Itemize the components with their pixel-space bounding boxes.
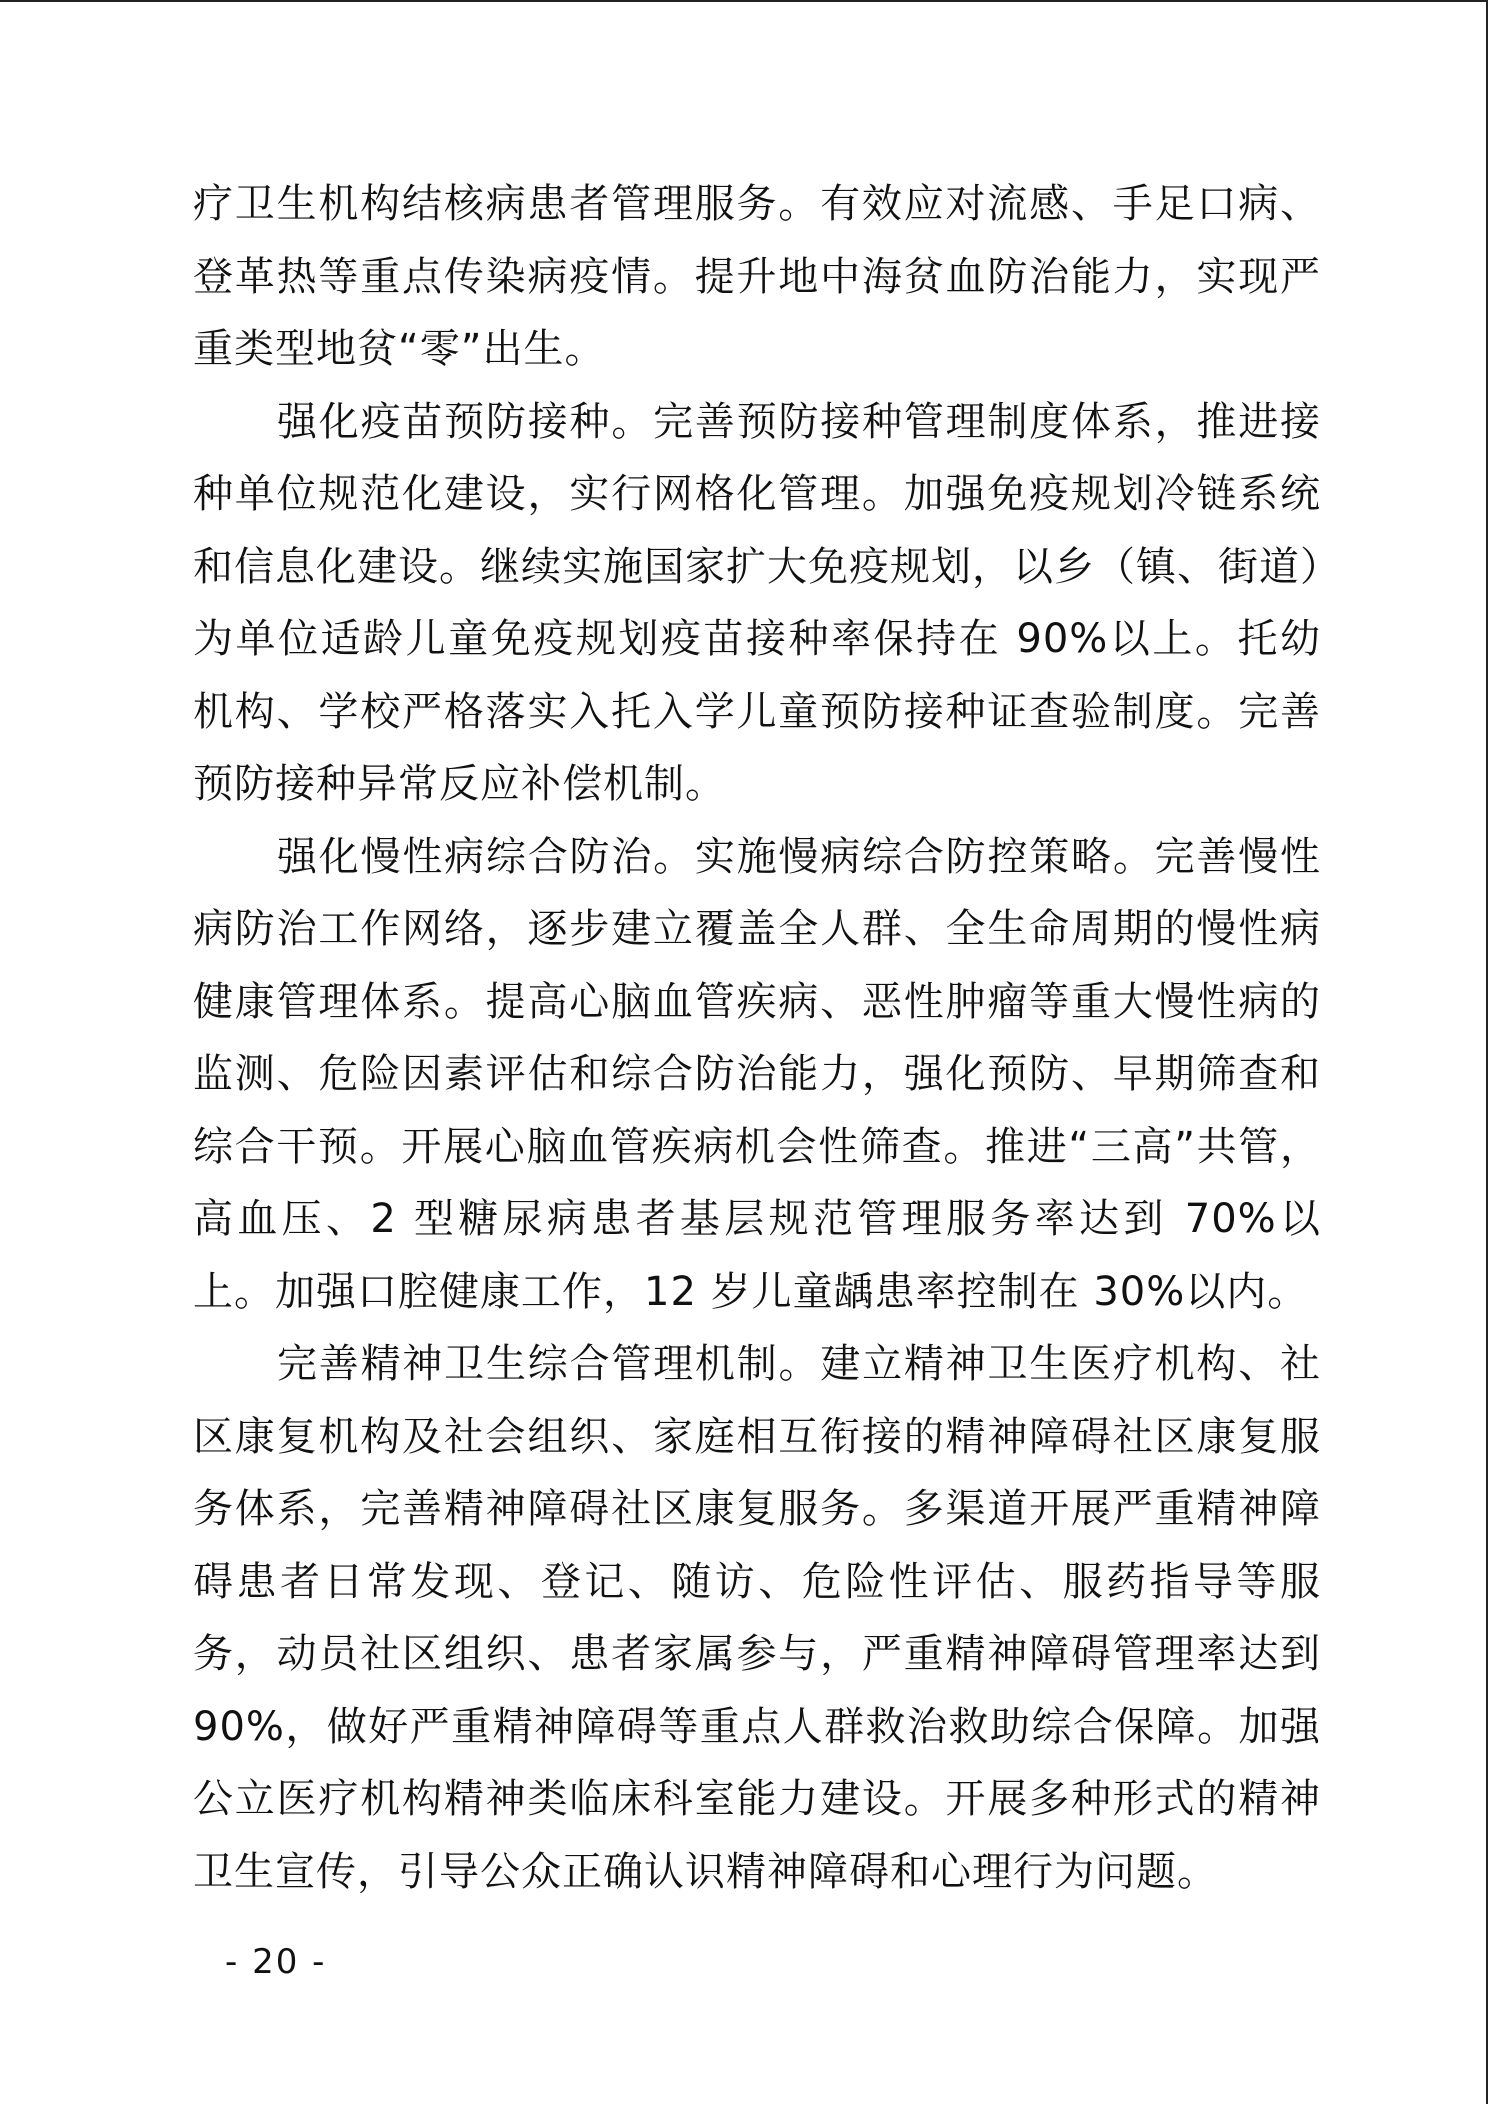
page-border-top: [0, 0, 1488, 2]
page-number: - 20 -: [225, 1942, 327, 1982]
paragraph-mental-health: 完善精神卫生综合管理机制。建立精神卫生医疗机构、社区康复机构及社会组织、家庭相互衔接的精神障碍社区康复服务体系，完善精神障碍社区康复服务。多渠道开展严重精神障碍患者日常发现、登记、随访、危险性评估、服药指导等服务，动员社区组织、患者家属参与，严重精神障碍管理率达到 90%，做好严重精神障碍等重点人群救治救助综合保障。加强公立医疗机构精神类临床科室能力建设。开展多种形式的精神卫生宣传，引导公众正确认识精神障碍和心理行为问题。: [193, 1341, 1321, 1895]
paragraph-vaccination: 强化疫苗预防接种。完善预防接种管理制度体系，推进接种单位规范化建设，实行网格化管理。加强免疫规划冷链系统和信息化建设。继续实施国家扩大免疫规划，以乡（镇、街道）为单位适龄儿童免疫规划疫苗接种率保持在 90%以上。托幼机构、学校严格落实入托入学儿童预防接种证查验制度。完善预防接种异常反应补偿机制。: [193, 398, 1321, 807]
paragraph-tb-management: 疗卫生机构结核病患者管理服务。有效应对流感、手足口病、登革热等重点传染病疫情。提升地中海贫血防治能力，实现严重类型地贫“零”出生。: [193, 181, 1321, 372]
paragraph-chronic-disease: 强化慢性病综合防治。实施慢病综合防控策略。完善慢性病防治工作网络，逐步建立覆盖全人群、全生命周期的慢性病健康管理体系。提高心脑血管疾病、恶性肿瘤等重大慢性病的监测、危险因素评估和综合防治能力，强化预防、早期筛查和综合干预。开展心脑血管疾病机会性筛查。推进“三高”共管，高血压、2 型糖尿病患者基层规范管理服务率达到 70%以上。加强口腔健康工作，12 岁儿童龋患率控制在 30%以内。: [193, 833, 1321, 1315]
document-body: [193, 168, 1321, 1908]
